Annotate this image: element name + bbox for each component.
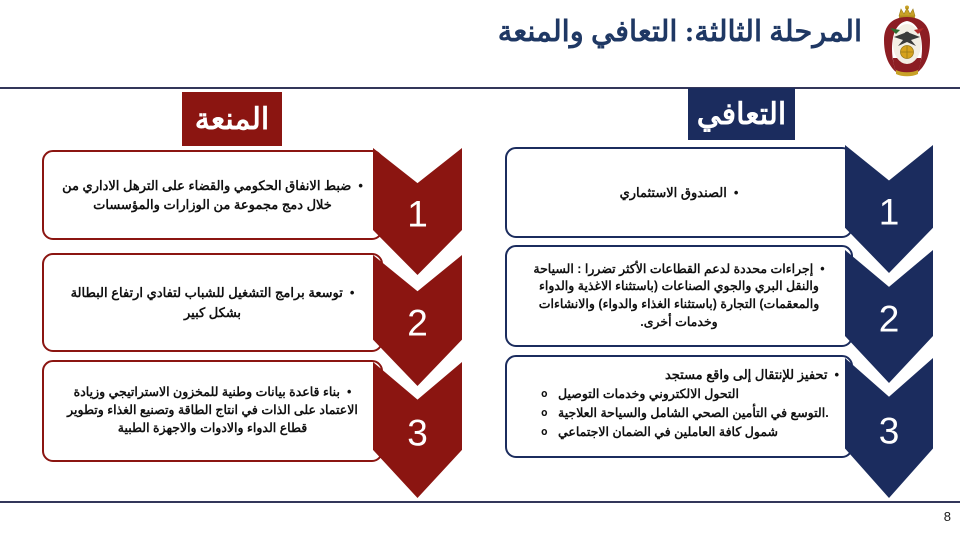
recovery-step2-text: •إجراءات محددة لدعم القطاعات الأكثر تضررا : السياحة والنقل البري والجوي الصناعات (باستثناء الاغذية والدواء والمعقمات) التجارة (باستثناء الغذاء والدواء) والانشاءات وخدمات أخرى. bbox=[533, 261, 825, 329]
column-header-recovery: التعافي bbox=[688, 88, 795, 140]
recovery-step3-subitem-3: o شمول كافة العاملين في الضمان الاجتماعي bbox=[541, 425, 779, 440]
recovery-step3-text: •تحفيز للإنتقال إلى واقع مستجد bbox=[664, 367, 839, 382]
recovery-step-number-3: 3 bbox=[878, 410, 900, 452]
recovery-step1-card bbox=[505, 147, 853, 238]
resilience-step2-card bbox=[42, 253, 383, 352]
recovery-step3-subitem-1: o التحول الالكتروني وخدمات التوصيل bbox=[541, 386, 739, 401]
recovery-chevron-3 bbox=[845, 358, 933, 498]
resilience-step3-card bbox=[42, 360, 383, 462]
resilience-step-number-1: 1 bbox=[407, 193, 428, 235]
resilience-step2-text: •توسعة برامج التشغيل للشباب لتفادي ارتفاع البطالة بشكل كبير bbox=[70, 285, 355, 320]
resilience-chevron-3 bbox=[373, 362, 462, 498]
resilience-step1-text: •ضبط الانفاق الحكومي والقضاء على الترهل الاداري من خلال دمج مجموعة من الوزارات والمؤسسات bbox=[62, 177, 363, 212]
resilience-step-number-3: 3 bbox=[407, 412, 428, 454]
jordan-coat-of-arms-logo bbox=[876, 4, 938, 80]
page-number: 8 bbox=[943, 509, 951, 524]
footer-divider bbox=[0, 501, 960, 503]
resilience-step3-text: •بناء قاعدة بيانات وطنية للمخزون الاستراتيجي وزيادة الاعتماد على الذات في انتاج الطاقة وتصنيع الغذاء وتطوير قطاع الدواء والادوات والاجهزة الطبية bbox=[67, 385, 358, 435]
header-divider bbox=[0, 87, 960, 89]
recovery-step3-subitem-2: o التوسع في التأمين الصحي الشامل والسياحة العلاجية. bbox=[541, 405, 829, 420]
recovery-step2-card bbox=[505, 245, 853, 347]
recovery-step1-text: •الصندوق الاستثماري bbox=[619, 184, 739, 200]
recovery-step-number-1: 1 bbox=[878, 191, 900, 233]
resilience-step-number-2: 2 bbox=[407, 302, 428, 344]
recovery-step-number-2: 2 bbox=[878, 298, 900, 340]
page-title: المرحلة الثالثة: التعافي والمنعة bbox=[497, 16, 862, 48]
recovery-step3-card bbox=[505, 355, 853, 458]
resilience-step1-card bbox=[42, 150, 383, 240]
column-header-resilience: المنعة bbox=[182, 92, 282, 146]
